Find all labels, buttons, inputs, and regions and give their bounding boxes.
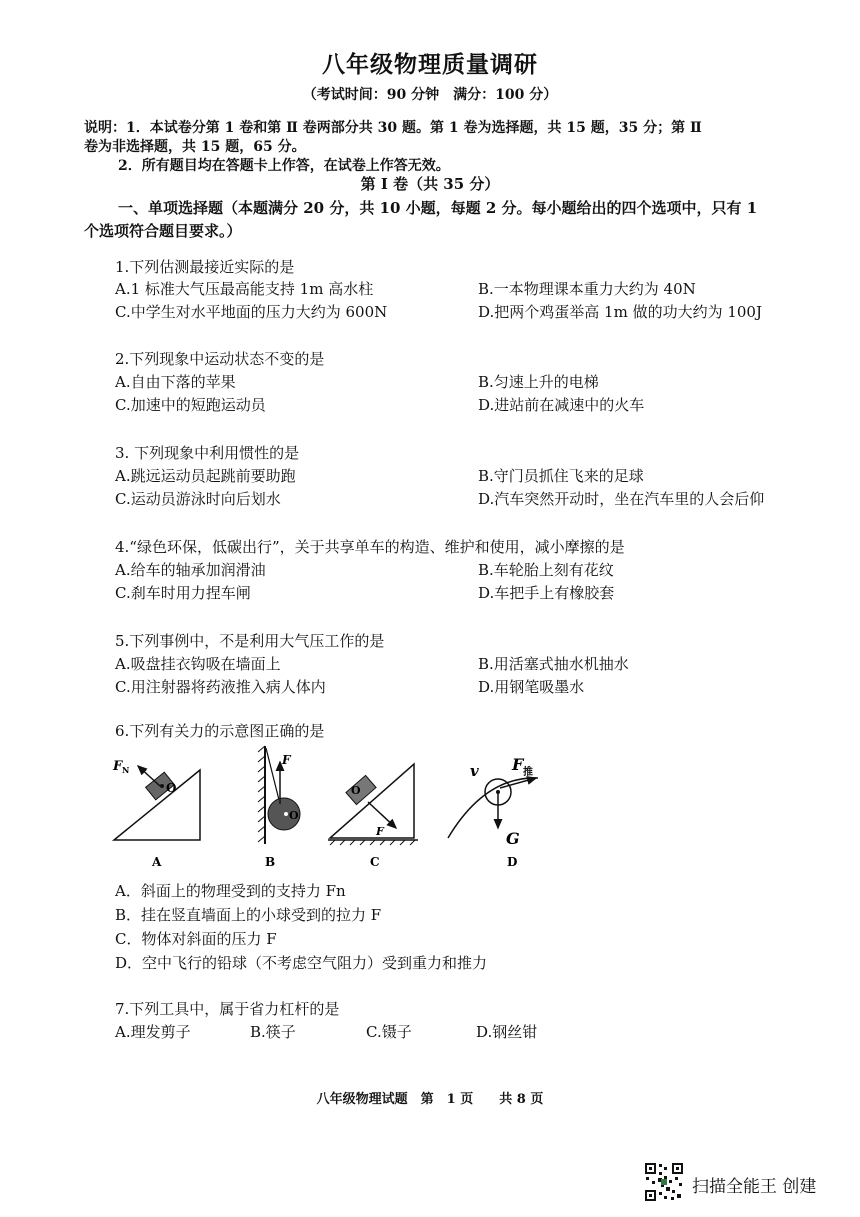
question-1-option-d: D.把两个鸡蛋举高 1m 做的功大约为 100J [478, 303, 762, 321]
question-7-option-d: D.钢丝钳 [476, 1023, 538, 1041]
instructions-line-2: 个选项符合题目要求。） [84, 222, 242, 240]
page-footer: 八年级物理试题 第 1 页 共 8 页 [316, 1092, 544, 1107]
question-3-option-c: C.运动员游泳时向后划水 [115, 490, 281, 508]
question-2-option-b: B.匀速上升的电梯 [478, 373, 599, 391]
question-3-option-a: A.跳远运动员起跳前要助跑 [115, 467, 296, 485]
o-label-c: O [351, 784, 361, 797]
v-label: v [470, 762, 479, 780]
question-4-stem: 4.“绿色环保，低碳出行”，关于共享单车的构造、维护和使用，减小摩擦的是 [115, 538, 625, 556]
f-push-label: F [512, 755, 524, 774]
qr-code-icon [644, 1162, 684, 1202]
question-4-option-d: D.车把手上有橡胶套 [478, 584, 615, 602]
question-2-option-a: A.自由下落的苹果 [115, 373, 236, 391]
question-2-option-c: C.加速中的短跑运动员 [115, 396, 266, 414]
question-6-option-c: C．物体对斜面的压力 F [115, 930, 277, 948]
f-label-b: F [282, 753, 291, 767]
push-subscript: 推 [523, 767, 533, 778]
trajectory-d [448, 778, 538, 838]
figure-panel-c [328, 764, 418, 845]
section-title: 第 Ⅰ 卷（共 35 分） [360, 175, 500, 193]
question-2-option-d: D.进站前在减速中的火车 [478, 396, 645, 414]
panel-label-c: C [370, 855, 380, 869]
question-7-stem: 7.下列工具中，属于省力杠杆的是 [115, 1000, 340, 1018]
o-label-a: O [166, 781, 177, 795]
panel-label-d: D [507, 855, 518, 869]
string-b [266, 748, 280, 804]
question-1-option-b: B.一本物理课本重力大约为 40N [478, 280, 696, 298]
question-5-option-b: B.用活塞式抽水机抽水 [478, 655, 629, 673]
question-7-option-a: A.理发剪子 [115, 1023, 191, 1041]
fn-label: F [113, 759, 123, 774]
question-3-stem: 3. 下列现象中利用惯性的是 [115, 444, 300, 462]
question-5-option-c: C.用注射器将药液推入病人体内 [115, 678, 326, 696]
question-1-option-c: C.中学生对水平地面的压力大约为 600N [115, 303, 388, 321]
o-label-b: O [289, 809, 299, 822]
notes-line-3: 2．所有题目均在答题卡上作答，在试卷上作答无效。 [118, 158, 450, 174]
notes-line-2: 卷为非选择题，共 15 题，65 分。 [84, 139, 306, 155]
question-4-option-c: C.刹车时用力捏车闸 [115, 584, 251, 602]
question-7-option-c: C.镊子 [366, 1023, 412, 1041]
incline-triangle-c [330, 764, 414, 838]
exam-subtitle: （考试时间：90 分钟 满分：100 分） [302, 87, 558, 103]
question-6-option-d: D．空中飞行的铅球（不考虑空气阻力）受到重力和推力 [115, 954, 488, 972]
panel-label-b: B [265, 855, 276, 869]
figure-panel-b [258, 746, 300, 844]
question-6-option-a: A．斜面上的物理受到的支持力 Fn [115, 882, 346, 900]
question-1-stem: 1.下列估测最接近实际的是 [115, 258, 295, 276]
question-6-stem: 6.下列有关力的示意图正确的是 [115, 722, 325, 740]
notes-line-1: 说明：1．本试卷分第 1 卷和第 Ⅱ 卷两部分共 30 题。第 1 卷为选择题，共 15 题，35 分；第 Ⅱ [84, 120, 702, 136]
f-label-c: F [376, 825, 384, 838]
question-5-stem: 5.下列事例中，不是利用大气压工作的是 [115, 632, 385, 650]
question-2-stem: 2.下列现象中运动状态不变的是 [115, 350, 325, 368]
instructions-line-1: 一、单项选择题（本题满分 20 分，共 10 小题，每题 2 分。每小题给出的四个选项中，只有 1 [118, 199, 758, 217]
question-4-option-b: B.车轮胎上刻有花纹 [478, 561, 614, 579]
question-5-option-a: A.吸盘挂衣钩吸在墙面上 [115, 655, 281, 673]
question-1-option-a: A.1 标准大气压最高能支持 1m 高水柱 [115, 280, 374, 298]
figure-panel-d [448, 755, 538, 848]
center-point-a [160, 784, 164, 788]
question-3-option-b: B.守门员抓住飞来的足球 [478, 467, 644, 485]
exam-title: 八年级物理质量调研 [322, 51, 538, 78]
question-3-option-d: D.汽车突然开动时，坐在汽车里的人会后仰 [478, 490, 765, 508]
question-6-option-b: B．挂在竖直墙面上的小球受到的拉力 F [115, 906, 382, 924]
question-5-option-d: D.用钢笔吸墨水 [478, 678, 585, 696]
g-label: G [506, 829, 520, 848]
panel-label-a: A [152, 855, 162, 869]
question-4-option-a: A.给车的轴承加润滑油 [115, 561, 266, 579]
fn-subscript: N [122, 765, 130, 775]
force-diagram-figure [100, 742, 560, 872]
question-7-option-b: B.筷子 [250, 1023, 296, 1041]
arrow-fn-a [138, 766, 160, 786]
figure-panel-a [112, 759, 200, 840]
scanner-brand-text: 扫描全能王 创建 [692, 1177, 817, 1197]
